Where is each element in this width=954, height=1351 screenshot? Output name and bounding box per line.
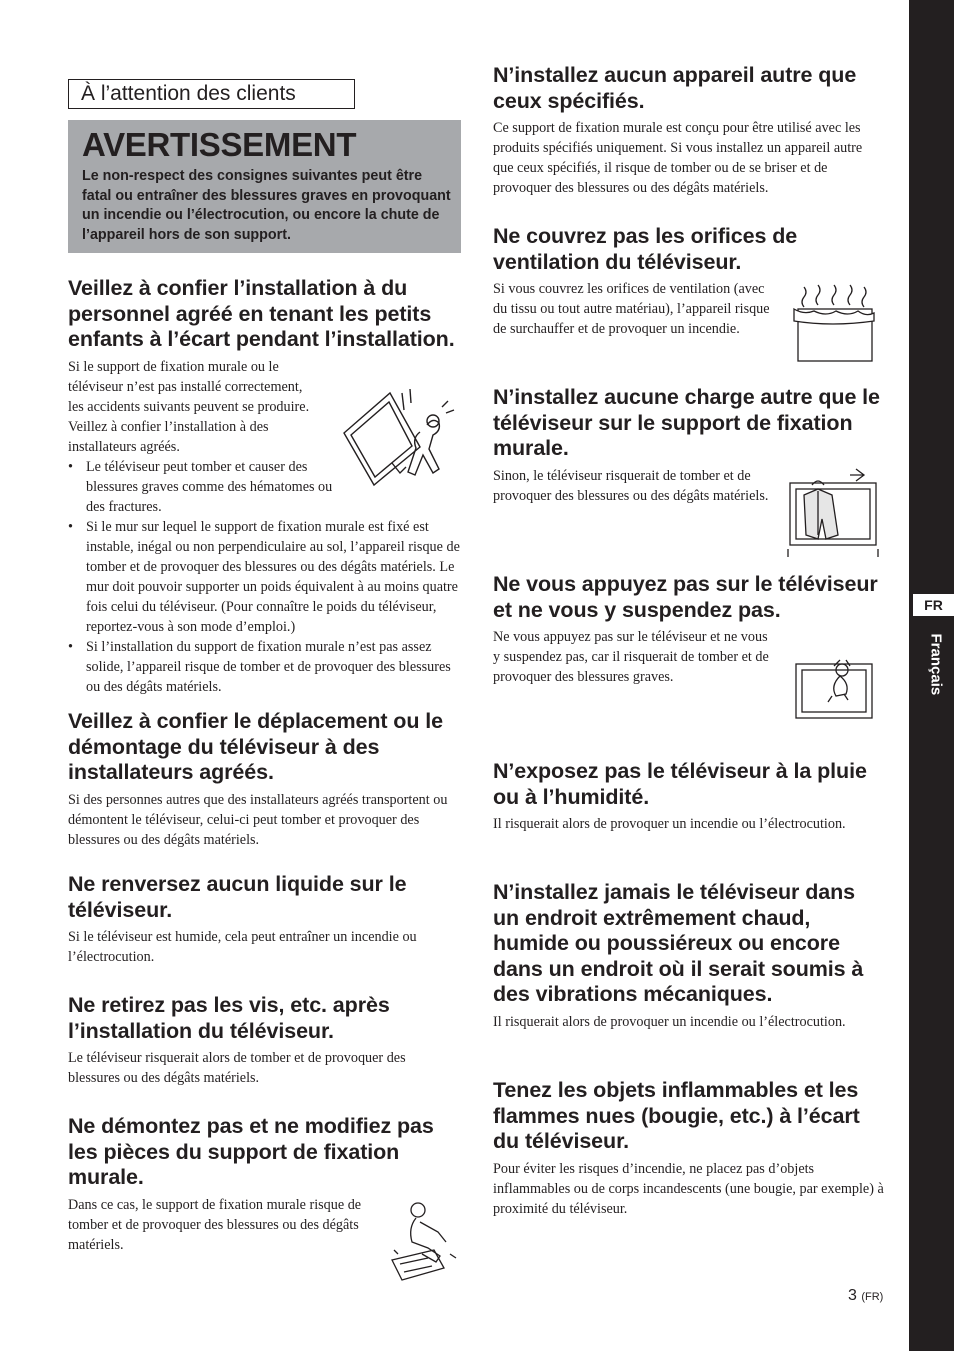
warning-title: AVERTISSEMENT	[82, 126, 357, 163]
section-heading: N’installez aucun appareil autre que ceux spécifiés.	[493, 63, 857, 113]
section-flammables	[493, 1078, 885, 1219]
section-rain	[493, 759, 885, 834]
section-body: Si des personnes autres que des installateurs agréés transportent ou démontent le téléviseur, celui-ci peut tomber et provoquer des blessures ou des dégâts matériels.	[68, 791, 448, 848]
section-heading: Veillez à confier l’installation à du personnel agréé en tenant les petits enfants à l’écart pendant l’installation.	[68, 276, 455, 351]
section-body: Ce support de fixation murale est conçu pour être utilisé avec les produits spécifiés uniquement. Si vous installez un appareil autre que ceux spécifiés, il risque de tomber ou de se briser et de provoquer des blessures ou des dégâts matériels.	[493, 120, 863, 196]
section-heading: Ne vous appuyez pas sur le téléviseur et ne vous y suspendez pas.	[493, 572, 878, 622]
section-body: Ne vous appuyez pas sur le téléviseur et ne vous y suspendez pas, car il risquerait de tomber et de provoquer des blessures graves.	[493, 629, 769, 685]
list-item: • Si le mur sur lequel le support de fixation murale est fixé est instable, inégal ou non perpendiculaire au sol, l’appareil risque de tomber et de provoquer des blessures ou des dégâts matériels. Le mur doit pouvoir supporter un poids équivalent à au moins quatre fois celui du téléviseur. (Pour connaître le poids du téléviseur, reportez-vous à son mode d’emploi.)	[68, 517, 460, 637]
language-code: FR	[913, 594, 954, 616]
section-body: Sinon, le téléviseur risquerait de tomber et de provoquer des blessures ou des dégâts matériels.	[493, 467, 769, 504]
list-item: • Le téléviseur peut tomber et causer des blessures graves comme des hématomes ou des fractures.	[68, 457, 334, 517]
section-screws	[68, 993, 460, 1088]
section-specified-devices	[493, 63, 885, 198]
section-heading: Ne démontez pas et ne modifiez pas les pièces du support de fixation murale.	[68, 1114, 434, 1189]
section-heading: Ne renversez aucun liquide sur le téléviseur.	[68, 872, 407, 922]
covered-tv-illustration	[790, 283, 880, 365]
section-body: Il risquerait alors de provoquer un incendie ou l’électrocution.	[493, 1013, 846, 1030]
section-transport	[68, 709, 460, 850]
falling-tv-illustration	[332, 385, 462, 495]
section-heading: N’installez jamais le téléviseur dans un endroit extrêmement chaud, humide ou poussiéreux ou encore dans un endroit où il serait soumis à des vibrations mécaniques.	[493, 880, 864, 1006]
section-body: Dans ce cas, le support de fixation murale risque de tomber et de provoquer des blessures ou des dégâts matériels.	[68, 1196, 362, 1253]
section-liquid	[68, 872, 460, 967]
section-environment	[493, 880, 885, 1032]
notice-box	[68, 79, 355, 109]
section-heading: Ne couvrez pas les orifices de ventilation du téléviseur.	[493, 224, 798, 274]
notice-heading: À l’attention des clients	[81, 82, 296, 105]
hanging-on-tv-illustration	[790, 656, 880, 724]
language-name: Français	[927, 633, 945, 696]
section-body: Si vous couvrez les orifices de ventilation (avec du tissu ou tout autre matériau), l’appareil risque de surchauffer et de provoquer un incendie.	[493, 281, 770, 337]
coat-on-tv-illustration	[780, 465, 885, 560]
disassembly-illustration	[388, 1198, 463, 1283]
section-body: Le téléviseur risquerait alors de tomber et de provoquer des blessures ou des dégâts matériels.	[68, 1050, 406, 1086]
section-body: Pour éviter les risques d’incendie, ne placez pas d’objets inflammables ou de corps incandescents (une bougie, par exemple) à proximité du téléviseur.	[493, 1160, 884, 1217]
warning-box	[68, 120, 461, 253]
section-body: Il risquerait alors de provoquer un incendie ou l’électrocution.	[493, 816, 846, 832]
list-item: • Si l’installation du support de fixation murale n’est pas assez solide, l’appareil risque de tomber et de provoquer des blessures ou des dégâts matériels.	[68, 637, 460, 697]
page-number	[848, 1287, 883, 1305]
page-number-value: 3	[848, 1287, 857, 1304]
section-heading: Ne retirez pas les vis, etc. après l’installation du téléviseur.	[68, 993, 390, 1043]
warning-text: Le non-respect des consignes suivantes peut être fatal ou entraîner des blessures graves en provoquant un incendie ou l’électrocution, ou encore la chute de l’appareil hors de son support.	[82, 168, 451, 243]
section-heading: Veillez à confier le déplacement ou le démontage du téléviseur à des installateurs agréés.	[68, 709, 443, 784]
section-body: Si le support de fixation murale ou le téléviseur n’est pas installé correctement, les accidents suivants peuvent se produire. Veillez à confier l’installation à des installateurs agréés.	[68, 358, 310, 455]
page-number-suffix: (FR)	[861, 1291, 884, 1303]
section-body: Si le téléviseur est humide, cela peut entraîner un incendie ou l’électrocution.	[68, 929, 417, 965]
section-heading: Tenez les objets inflammables et les flammes nues (bougie, etc.) à l’écart du téléviseur.	[493, 1078, 860, 1153]
section-heading: N’installez aucune charge autre que le téléviseur sur le support de fixation murale.	[493, 385, 880, 460]
section-heading: N’exposez pas le téléviseur à la pluie ou à l’humidité.	[493, 759, 867, 809]
